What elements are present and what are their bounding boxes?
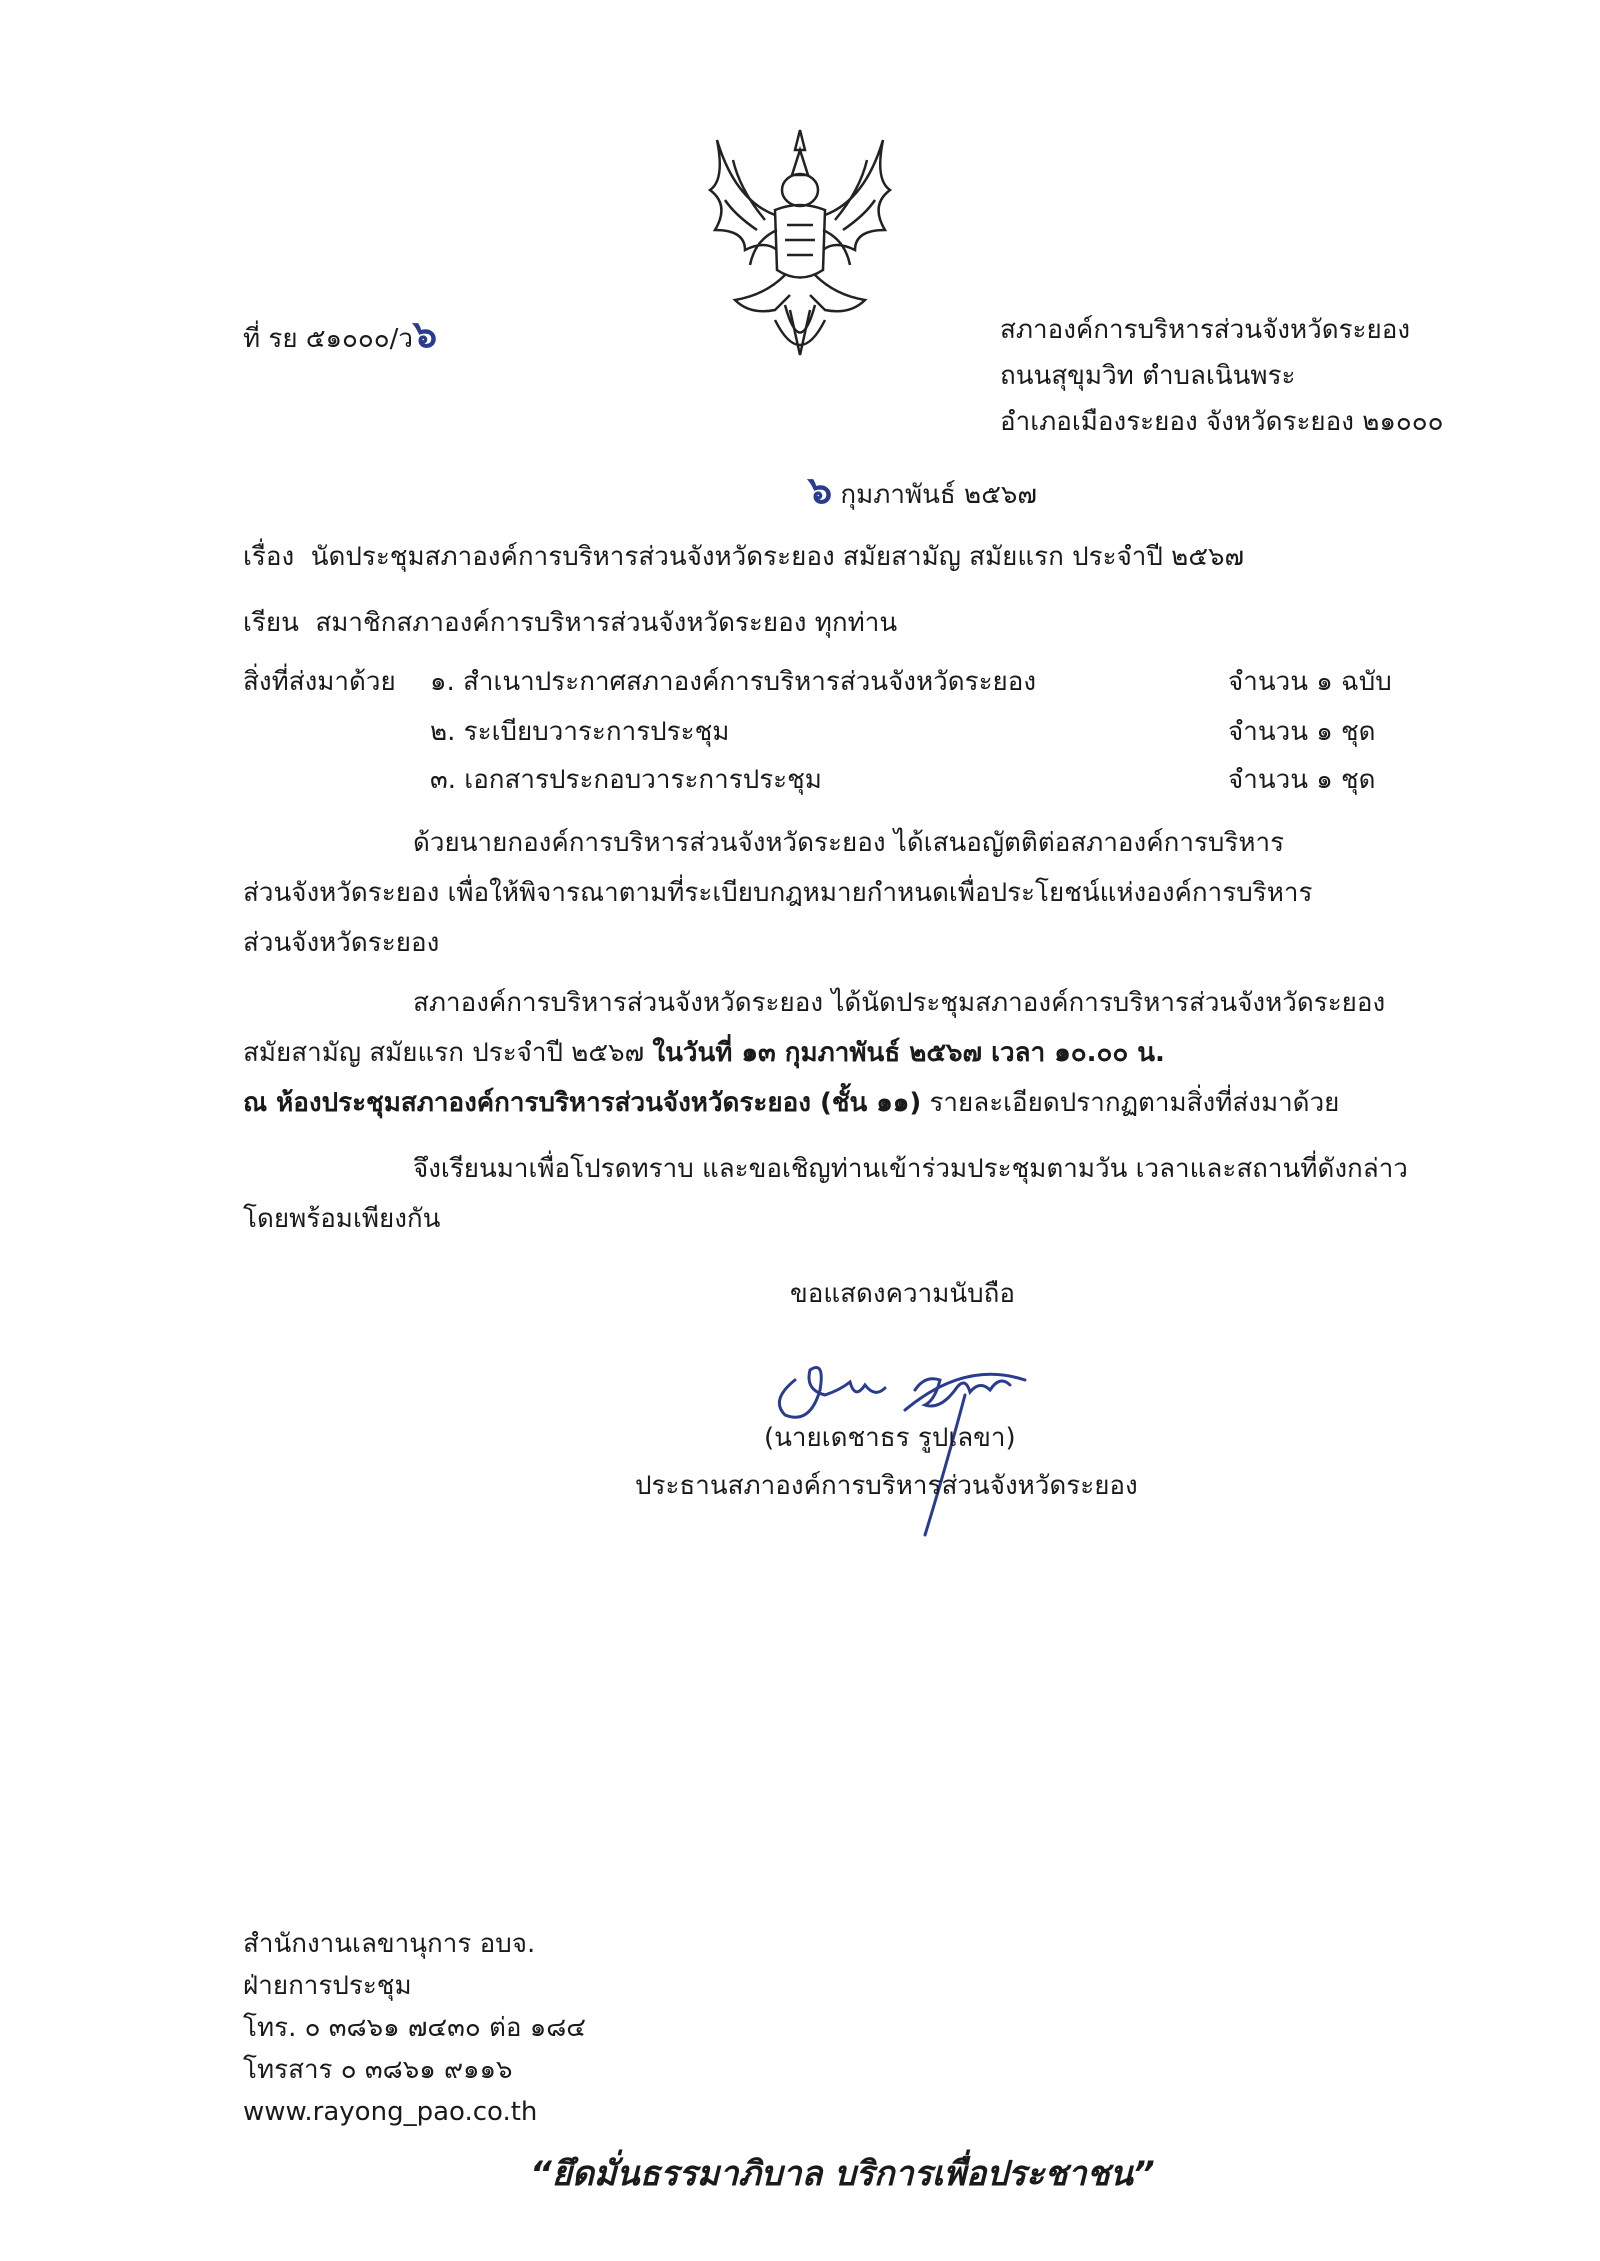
enclosure-item-3: ๓. เอกสารประกอบวาระการประชุม xyxy=(430,765,822,795)
date-month-year: กุมภาพันธ์ ๒๕๖๗ xyxy=(840,480,1037,510)
enclosure-item-1: ๑. สำเนาประกาศสภาองค์การบริหารส่วนจังหวัดระยอง xyxy=(430,667,1037,697)
subject-text: นัดประชุมสภาองค์การบริหารส่วนจังหวัดระยอง สมัยสามัญ สมัยแรก ประจำปี ๒๕๖๗ xyxy=(310,542,1245,572)
closing-regards: ขอแสดงความนับถือ xyxy=(790,1279,1015,1309)
footer-tel: โทร. ๐ ๓๘๖๑ ๗๔๓๐ ต่อ ๑๘๔ xyxy=(243,2013,586,2043)
garuda-emblem xyxy=(695,120,905,370)
recipient-line xyxy=(243,605,897,641)
p2-line-3 xyxy=(243,1078,1385,1128)
handwritten-number: ๖ xyxy=(413,312,438,356)
p3-line-1: จึงเรียนมาเพื่อโปรดทราบ และขอเชิญท่านเข้าร่วมประชุมตามวัน เวลาและสถานที่ดังกล่าว xyxy=(413,1154,1408,1184)
subject-line xyxy=(243,539,1244,575)
p2-line-1: สภาองค์การบริหารส่วนจังหวัดระยอง ได้นัดประชุมสภาองค์การบริหารส่วนจังหวัดระยอง xyxy=(413,988,1386,1018)
enclosure-qty-2: จำนวน ๑ ชุด xyxy=(1228,717,1376,747)
signatory-name: (นายเดชาธร รูปเลขา) xyxy=(764,1423,1016,1453)
p1-line-1: ด้วยนายกองค์การบริหารส่วนจังหวัดระยอง ได้เสนอญัตติต่อสภาองค์การบริหาร xyxy=(413,828,1285,858)
meeting-venue: ณ ห้องประชุมสภาองค์การบริหารส่วนจังหวัดระยอง (ชั้น ๑๑) xyxy=(243,1088,922,1118)
enclosures-label: สิ่งที่ส่งมาด้วย xyxy=(243,667,396,697)
sender-district: อำเภอเมืองระยอง จังหวัดระยอง ๒๑๐๐๐ xyxy=(1000,407,1444,437)
meeting-datetime: ในวันที่ ๑๓ กุมภาพันธ์ ๒๕๖๗ เวลา ๑๐.๐๐ น. xyxy=(652,1038,1165,1068)
footer-fax: โทรสาร ๐ ๓๘๖๑ ๙๑๑๖ xyxy=(243,2055,513,2085)
footer-website: www.rayong_pao.co.th xyxy=(243,2097,538,2127)
document-date xyxy=(808,468,1037,513)
footer-office: สำนักงานเลขานุการ อบจ. xyxy=(243,1929,536,1959)
p1-line-2: ส่วนจังหวัดระยอง เพื่อให้พิจารณาตามที่ระเบียบกฎหมายกำหนดเพื่อประโยชน์แห่งองค์การบริหาร xyxy=(243,878,1313,908)
document-number xyxy=(243,312,438,357)
enclosure-item-2: ๒. ระเบียบวาระการประชุม xyxy=(430,717,730,747)
signatory-position: ประธานสภาองค์การบริหารส่วนจังหวัดระยอง xyxy=(635,1471,1138,1501)
recipient-text: สมาชิกสภาองค์การบริหารส่วนจังหวัดระยอง ทุกท่าน xyxy=(315,608,898,638)
sender-street: ถนนสุขุมวิท ตำบลเนินพระ xyxy=(1000,361,1296,391)
document-number-prefix: ที่ รย ๕๑๐๐๐/ว xyxy=(243,324,414,354)
sender-name: สภาองค์การบริหารส่วนจังหวัดระยอง xyxy=(1000,315,1411,345)
footer-division: ฝ่ายการประชุม xyxy=(243,1971,412,2001)
p2-line-3-b: รายละเอียดปรากฏตามสิ่งที่ส่งมาด้วย xyxy=(921,1088,1340,1118)
recipient-label: เรียน xyxy=(243,608,299,638)
body-paragraph-1 xyxy=(243,818,1312,968)
slogan: “ยึดมั่นธรรมาภิบาล บริการเพื่อประชาชน” xyxy=(530,2154,1155,2194)
body-paragraph-3 xyxy=(243,1144,1408,1244)
p1-line-3: ส่วนจังหวัดระยอง xyxy=(243,928,440,958)
p3-line-2: โดยพร้อมเพียงกัน xyxy=(243,1204,441,1234)
p2-line-2 xyxy=(243,1028,1385,1078)
body-paragraph-2 xyxy=(243,978,1385,1128)
subject-label: เรื่อง xyxy=(243,542,295,572)
p2-line-2-a: สมัยสามัญ สมัยแรก ประจำปี ๒๕๖๗ xyxy=(243,1038,653,1068)
enclosure-qty-3: จำนวน ๑ ชุด xyxy=(1228,765,1376,795)
enclosure-qty-1: จำนวน ๑ ฉบับ xyxy=(1228,667,1392,697)
handwritten-day: ๖ xyxy=(808,468,833,512)
